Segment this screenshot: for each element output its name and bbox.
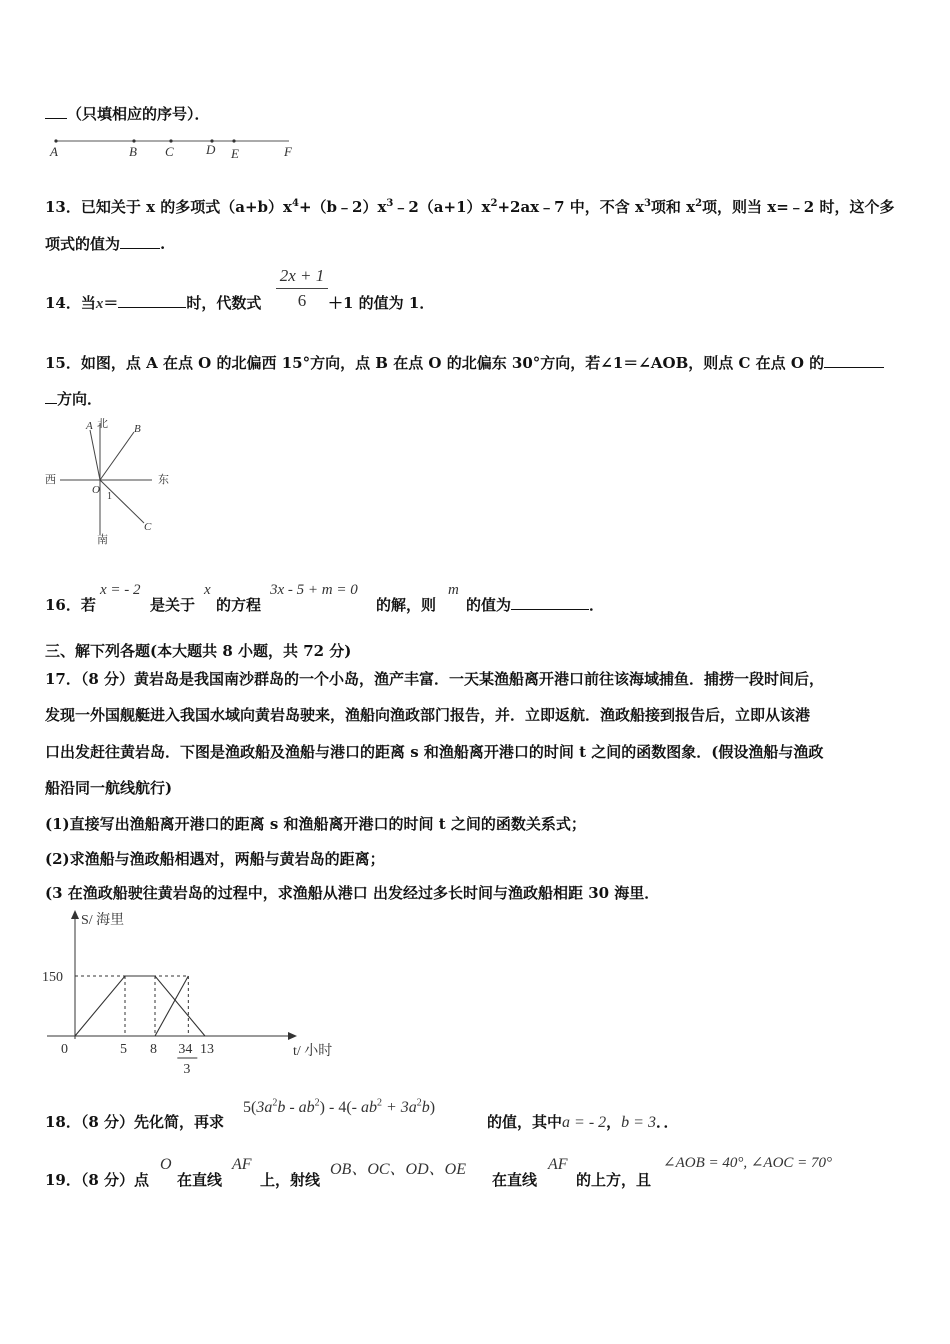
label-east: 东 [158,474,169,486]
label-angle-1: 1 [107,491,112,502]
math-angles: ∠AOB = 40°, ∠AOC = 70° [663,1155,833,1171]
math-m: m [448,582,459,598]
math-rays: OB、OC、OD、OE [330,1161,466,1178]
q17-sub2: (2)求渔船与渔政船相遇对，两船与黄岩岛的距离； [45,850,385,868]
label-a: A [50,144,58,159]
answer-blank [45,403,57,404]
q17-sub1: (1)直接写出渔船离开港口的距离 s 和渔船离开港口的时间 t 之间的函数关系式； [45,815,586,833]
q13-line2: 项式的值为 . [45,235,166,253]
answer-blank [511,609,589,610]
ray-oa [90,430,100,480]
q17-line4: 船沿同一航线航行) [45,779,173,797]
series-line-2 [155,976,188,1036]
answer-blank [824,367,884,368]
q17-line2: 发现一外国舰艇进入我国水域向黄岩岛驶来，渔船向渔政部门报告，并．立即返航．渔政船接到报告后，立即从该港 [45,706,811,724]
y-tick-label: 150 [42,970,63,985]
x-tick-label-5: 5 [120,1042,127,1057]
compass-diagram [40,415,180,550]
segment-diagram [44,134,306,160]
q16-tail: 的值为 ． [466,596,605,614]
x-tick-label-13: 13 [200,1042,214,1057]
q18-prefix: 18．（8 分）先化简，再求 [45,1113,225,1131]
q14-fraction: 2x + 1 6 [276,266,328,311]
point-a [54,139,57,142]
q17-sub3: (3 在渔政船驶往黄岩岛的过程中，求渔船从港口 出发经过多长时间与渔政船相距 30 海里． [45,884,660,902]
q18-tail: 的值，其中a = - 2，b = 3．． [487,1113,679,1131]
series-line-1 [75,976,205,1036]
answer-blank [45,118,67,119]
math-af-2: AF [548,1156,568,1173]
q17-line3: 口出发赶往黄岩岛．下图是渔政船及渔船与港口的距离 s 和渔船离开港口的时间 t 之间的函数图象．(假设渔船与渔政 [45,743,824,761]
math-equation: 3x - 5 + m = 0 [270,582,358,598]
answer-blank [118,307,186,308]
label-b: B [129,144,137,159]
math-af: AF [232,1156,252,1173]
q14-line: 14．当x＝ 时，代数式 [45,294,262,312]
label-d: D [206,142,216,157]
x-tick-fraction-denominator: 3 [183,1062,191,1077]
x-tick-fraction-numerator: 34 [178,1042,193,1057]
q15-line2: 方向． [45,388,102,409]
label-a: A [86,420,93,432]
label-b: B [134,423,141,435]
label-f: F [284,144,292,159]
y-axis-label: S/ 海里 [81,913,125,928]
section-heading: 三、解下列各题(本大题共 8 小题，共 72 分) [45,642,352,660]
q17-line1: 17．（8 分）黄岩岛是我国南沙群岛的一个小岛，渔产丰富．一天某渔船离开港口前往该海域捕鱼．捕捞一段时间后， [45,670,825,688]
x-axis-arrow [288,1032,297,1040]
label-e: E [231,146,239,161]
math-x: x [204,582,211,598]
point-e [232,139,235,142]
q19-prefix: 19．（8 分）点 [45,1171,150,1189]
q12-line: （只填相应的序号）． [45,103,210,124]
y-axis-arrow [71,910,79,919]
q18-expression: $5(3a^2b - ab^2) - 4(-$ $ab^2 + 3a^2b$) [243,1097,436,1116]
label-o: O [92,484,100,496]
label-c: C [165,144,174,159]
math-o: O [160,1156,172,1173]
x-tick-label-8: 8 [150,1042,157,1057]
answer-blank [120,248,160,249]
point-c [169,139,172,142]
math-x-eq: x = - 2 [100,582,141,598]
label-north: 北 [97,418,108,430]
q16-line: 16．若 [45,596,96,614]
ray-ob [100,432,134,480]
x-axis-label: t/ 小时 [293,1044,333,1059]
q14-suffix: ＋1 的值为 1． [328,294,435,312]
q15-line1: 15．如图，点 A 在点 O 的北偏西 15°方向，点 B 在点 O 的北偏东 30°方向，若∠1＝∠AOB，则点 C 在点 O 的 [45,352,884,373]
q13-line1: 13．已知关于 x 的多项式$(a+b)x^4+(b﹣2)x^3﹣2(a+1)x^2+2ax﹣7$ 中，不含 $x^3$项和 $x^2$项，则当 x=﹣2 时，这个多 [45,198,895,216]
label-west: 西 [45,474,56,486]
point-b [132,139,135,142]
distance-time-chart [40,908,333,1083]
origin-label: 0 [61,1042,68,1057]
label-c: C [144,521,152,533]
label-south: 南 [97,534,108,546]
